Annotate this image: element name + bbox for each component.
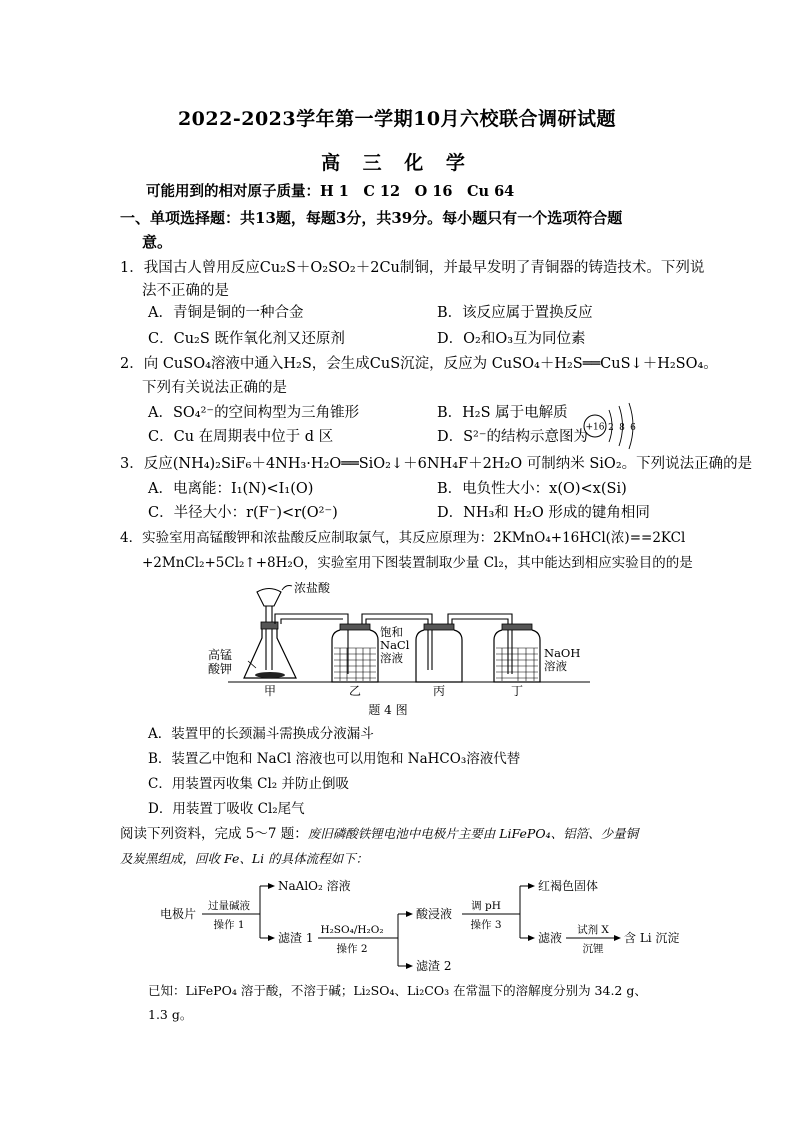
reading-intro-prefix: 阅读下列资料，完成 5～7 题： [120, 826, 308, 842]
section-heading-line2: 意。 [142, 233, 173, 251]
q2-stem-line1: 2．向 CuSO₄溶液中通入H₂S，会生成CuS沉淀，反应为 CuSO₄＋H₂S══CuS↓＋H₂SO₄。 [120, 356, 718, 372]
shell-1-electrons: 2 [608, 423, 614, 433]
flow-step2-reagent: H₂SO₄/H₂O₂ [320, 924, 384, 936]
flow-red-solid: 红褐色固体 [538, 879, 599, 893]
flow-naalo2: NaAlO₂ 溶液 [278, 879, 351, 893]
apparatus-name-3: 丙 [432, 684, 446, 698]
reading-intro [120, 823, 638, 845]
atomic-masses: 可能用到的相对原子质量：H 1 C 12 O 16 Cu 64 [146, 183, 515, 200]
flow-leach: 酸浸液 [416, 907, 453, 921]
flow-step1-op: 操作 1 [213, 919, 245, 931]
q1-option-a: A．青铜是铜的一种合金 [148, 305, 304, 321]
recycling-flowchart [150, 870, 710, 980]
bottle4-label-2: 溶液 [544, 659, 567, 673]
q3-option-c: C．半径大小：r(F⁻)<r(O²⁻) [148, 505, 338, 521]
flask-label-2: 酸钾 [208, 662, 233, 676]
q1-option-d: D．O₂和O₃互为同位素 [437, 331, 586, 347]
funnel-label: 浓盐酸 [294, 582, 331, 595]
q4-stem-line2: +2MnCl₂+5Cl₂↑+8H₂O，实验室用下图装置制取少量 Cl₂，其中能达到相应实验目的的是 [142, 555, 693, 571]
section-heading-line1: 一、单项选择题：共13题，每题3分，共39分。每小题只有一个选项符合题 [120, 209, 623, 227]
flask-label-1: 高锰 [208, 648, 233, 662]
apparatus-name-1: 甲 [263, 684, 277, 698]
reading-intro-rest: 废旧磷酸铁锂电池中电极片主要由 LiFePO₄、铝箔、少量铜 [307, 826, 639, 841]
q3-option-b: B．电负性大小：x(O)<x(Si) [437, 481, 627, 497]
flow-residue1: 滤渣 1 [278, 931, 314, 945]
shell-3-electrons: 6 [630, 423, 636, 433]
q4-option-b: B．装置乙中饱和 NaCl 溶液也可以用饱和 NaHCO₃溶液代替 [148, 751, 521, 767]
subject-title: 高 三 化 学 [321, 152, 473, 174]
q4-stem-line1: 4．实验室用高锰酸钾和浓盐酸反应制取氯气，其反应原理为：2KMnO₄+16HCl(浓)==2KCl [120, 530, 686, 546]
apparatus-name-2: 乙 [348, 684, 362, 698]
q2-option-a: A．SO₄²⁻的空间构型为三角锥形 [148, 405, 360, 421]
q4-option-a: A．装置甲的长颈漏斗需换成分液漏斗 [148, 726, 374, 742]
reading-note-line2: 1.3 g。 [148, 1007, 193, 1022]
sulfide-ion-diagram [582, 400, 642, 450]
reading-note-line1: 已知：LiFePO₄ 溶于酸，不溶于碱；Li₂SO₄、Li₂CO₃ 在常温下的溶解度分别为 34.2 g、 [148, 983, 647, 998]
shell-2-electrons: 8 [619, 423, 625, 433]
q2-option-c: C．Cu 在周期表中位于 d 区 [148, 429, 334, 445]
q1-stem-line1: 1．我国古人曾用反应Cu₂S＋O₂SO₂＋2Cu制铜，并最早发明了青铜器的铸造技术。下列说 [120, 260, 705, 276]
flow-residue2: 滤渣 2 [416, 959, 452, 973]
bottle2-label-1: 饱和 [380, 625, 403, 639]
q3-stem-line1: 3．反应(NH₄)₂SiF₆＋4NH₃·H₂O══SiO₂↓＋6NH₄F＋2H₂O 可制纳米 SiO₂。下列说法正确的是 [120, 456, 753, 472]
nucleus-charge: +16 [585, 422, 605, 433]
flow-filtrate: 滤液 [538, 931, 563, 945]
q2-option-b: B．H₂S 属于电解质 [437, 405, 568, 421]
flow-step4-reagent: 试剂 X [577, 924, 609, 936]
flow-step4-op: 沉锂 [582, 943, 604, 955]
flow-start: 电极片 [160, 907, 197, 921]
q1-option-b: B．该反应属于置换反应 [437, 305, 593, 321]
figure-caption: 题 4 图 [368, 703, 408, 717]
apparatus-name-4: 丁 [510, 684, 524, 698]
exam-title: 2022-2023学年第一学期10月六校联合调研试题 [177, 108, 617, 130]
q4-option-c: C．用装置丙收集 Cl₂ 并防止倒吸 [148, 776, 349, 792]
flow-step2-op: 操作 2 [336, 943, 368, 955]
q1-option-c: C．Cu₂S 既作氧化剂又还原剂 [148, 331, 345, 347]
bottle2-label-3: 溶液 [380, 651, 403, 665]
q4-option-d: D．用装置丁吸收 Cl₂尾气 [148, 801, 305, 817]
flow-step3-reagent: 调 pH [471, 900, 501, 912]
reading-intro-line2: 及炭黑组成，回收 Fe、Li 的具体流程如下： [120, 851, 369, 866]
q3-option-d: D．NH₃和 H₂O 形成的键角相同 [437, 505, 650, 521]
flow-step1-reagent: 过量碱液 [208, 900, 250, 912]
q2-stem-line2: 下列有关说法正确的是 [142, 380, 287, 396]
q2-option-d: D．S²⁻的结构示意图为 [437, 429, 589, 445]
flow-step3-op: 操作 3 [470, 919, 502, 931]
q3-option-a: A．电离能：I₁(N)<I₁(O) [148, 481, 314, 497]
bottle2-label-2: NaCl [380, 638, 410, 652]
flow-product: 含 Li 沉淀 [624, 931, 680, 945]
bottle4-label-1: NaOH [544, 646, 581, 660]
apparatus-figure [200, 582, 600, 720]
q1-stem-line2: 法不正确的是 [142, 283, 229, 299]
